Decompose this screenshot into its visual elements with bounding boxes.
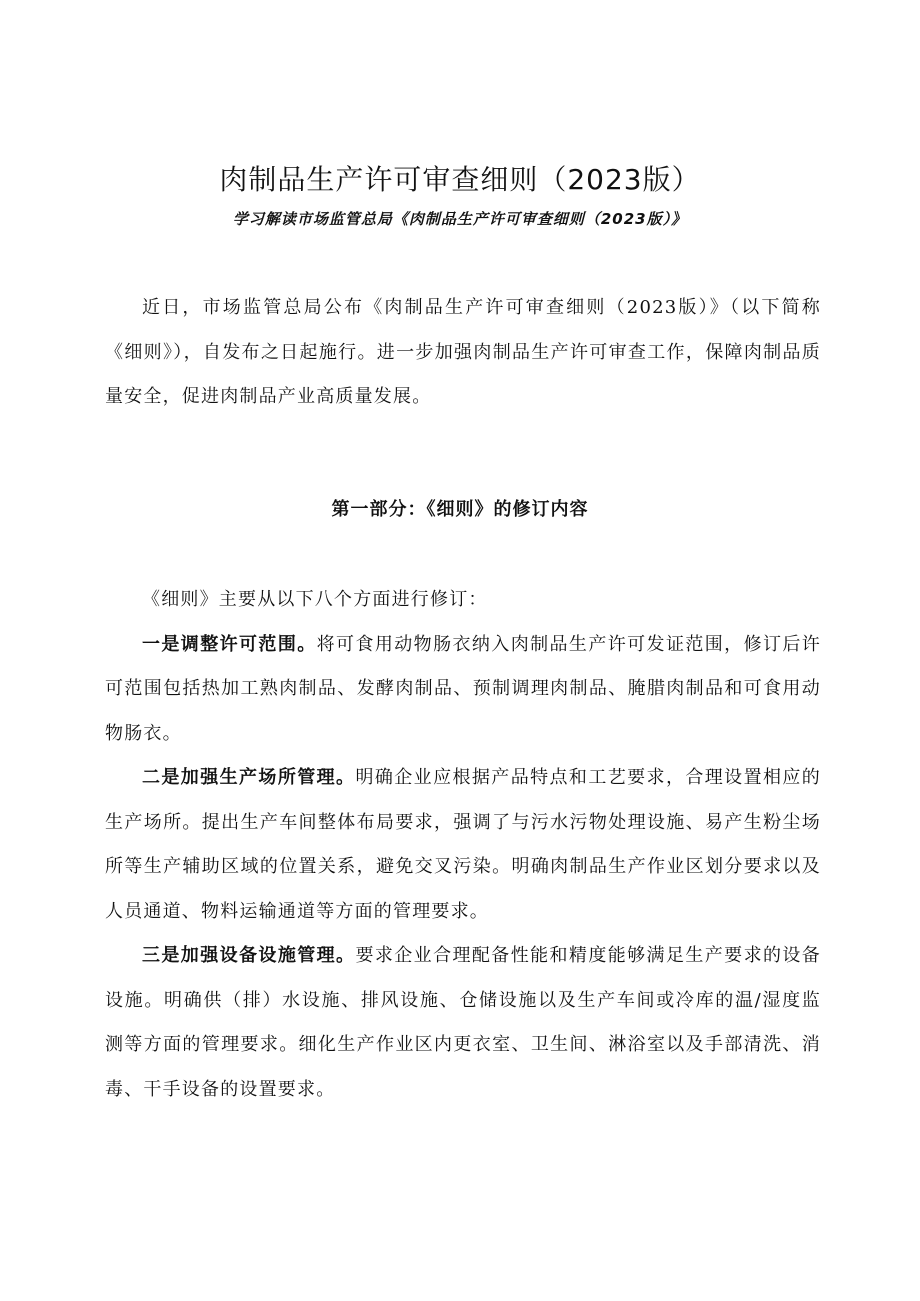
item-lead: 二是加强生产场所管理。: [142, 767, 356, 788]
item-paragraph-2: [105, 756, 821, 934]
item-text: 明确企业应根据产品特点和工艺要求，合理设置相应的生产场所。提出生产车间整体布局要求，强调了与污水污物处理设施、易产生粉尘场所等生产辅助区域的位置关系，避免交叉污染。明确肉制品生产作业区划分要求以及人员通道、物料运输通道等方面的管理要求。: [105, 767, 821, 922]
document-title: 肉制品生产许可审查细则（2023版）: [219, 163, 701, 196]
item-text: 将可食用动物肠衣纳入肉制品生产许可发证范围，修订后许可范围包括热加工熟肉制品、发酵肉制品、预制调理肉制品、腌腊肉制品和可食用动物肠衣。: [105, 633, 821, 744]
section-body: [105, 578, 821, 1112]
section-heading: 第一部分：《细则》的修订内容: [331, 499, 589, 520]
item-paragraph-1: [105, 623, 821, 757]
document-subtitle: 学习解读市场监管总局《肉制品生产许可审查细则（2023版）》: [232, 210, 688, 228]
item-lead: 三是加强设备设施管理。: [142, 945, 356, 966]
item-text: 要求企业合理配备性能和精度能够满足生产要求的设备设施。明确供（排）水设施、排风设施、仓储设施以及生产车间或冷库的温/湿度监测等方面的管理要求。细化生产作业区内更衣室、卫生间、淋浴室以及手部清洗、消毒、干手设备的设置要求。: [105, 945, 821, 1100]
item-lead: 一是调整许可范围。: [142, 633, 317, 655]
section-intro-paragraph: 《细则》主要从以下八个方面进行修订：: [142, 589, 488, 610]
intro-block: [105, 286, 821, 420]
item-paragraph-3: [105, 934, 821, 1112]
intro-paragraph: 近日，市场监管总局公布《肉制品生产许可审查细则（2023版）》（以下简称《细则》），自发布之日起施行。进一步加强肉制品生产许可审查工作，保障肉制品质量安全，促进肉制品产业高质量发展。: [105, 297, 821, 407]
